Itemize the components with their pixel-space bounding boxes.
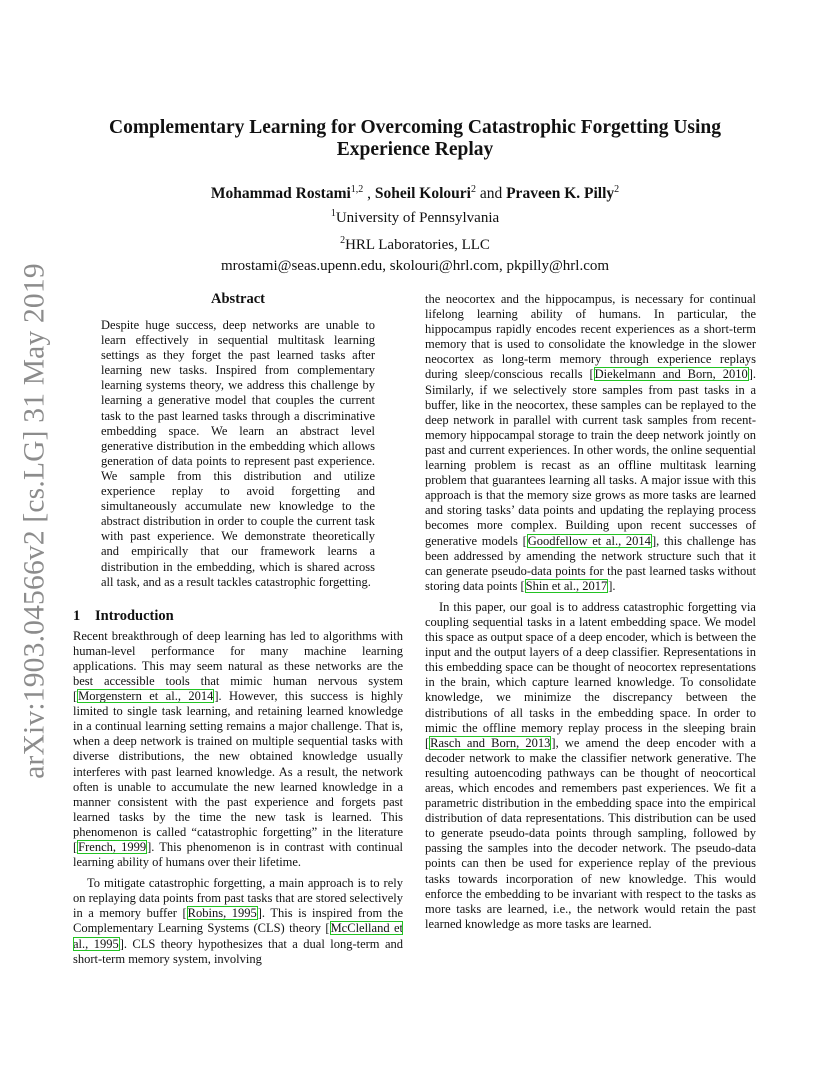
affiliation-line (90, 230, 740, 257)
affiliation-name: HRL Laboratories, LLC (345, 236, 490, 253)
paragraph-text: ]. This is inspired from the Complementary Learning Systems (CLS) theory [ (73, 906, 403, 936)
citation-link[interactable]: Shin et al., 2017 (525, 578, 608, 593)
citation-link[interactable]: McClelland et al., 1995 (73, 921, 403, 951)
affiliation-name: University of Pennsylvania (335, 210, 500, 226)
paragraph-text: Recent breakthrough of deep learning has led to algorithms with human-level performance for many machine learning applications. This may seem natural as these networks are the best accessible tools that mimic human nervous system [ (73, 628, 403, 704)
right-column (425, 292, 756, 932)
affiliation-mark: 1 (330, 208, 336, 219)
author-list (90, 180, 740, 204)
affiliation-line (90, 203, 740, 230)
author-name: Soheil Kolouri (374, 185, 471, 203)
paragraph-text: ], this challenge has been addressed by amending the network structure such that it can generate pseudo-data points for the past learned tasks without storing data points [ (425, 533, 756, 593)
citation-link[interactable]: Diekelmann and Born, 2010 (594, 367, 748, 382)
section-title: Introduction (95, 607, 174, 624)
paragraph-text: ]. This phenomenon is in contrast with continual learning ability of humans over their lifetime. (73, 840, 403, 870)
author-affiliation-mark: 2 (470, 184, 476, 195)
citation-link[interactable]: French, 1999 (78, 840, 147, 854)
section-heading-introduction (73, 607, 403, 625)
paragraph-text: ], we amend the deep encoder with a decoder network to make the classifier network generative. The resulting autoencoding pathways can be thought of neocortical areas, which encodes and remembers past experiences. We fit a parametric distribution in the embedding space into the empirical distribution of data representations. This distribution can be used to generate pseudo-data points through sampling, followed by passing the samples into the decoder network. The pseudo-data points can then be used for experience replay of the previous tasks towards incorporation of new knowledge. This would enforce the embedding to be invariant with respect to the tasks as more tasks are learned, i.e., the network would retain the past learned knowledge as more tasks are learned. (425, 735, 756, 931)
paragraph-text: ]. (608, 578, 616, 593)
citation-link[interactable]: Morgenstern et al., 2014 (78, 689, 214, 704)
section-number: 1 (73, 607, 81, 624)
paragraph-text: ]. However, this success is highly limited to single task learning, and retaining learned knowledge in a continual learning setting remains a major challenge. That is, when a deep network is trained on multiple sequential tasks with diverse distributions, the new obtained knowledge usually interferes with past learned knowledge. As a result, the network often is unable to accumulate the new learned knowledge in a manner consistent with the past experience and forgets past learned tasks by the time the new task is learned. This phenomenon is called “catastrophic forgetting” in the literature [ (73, 689, 403, 854)
affiliation-mark: 2 (340, 234, 346, 246)
citation-link[interactable]: Rasch and Born, 2013 (430, 735, 551, 750)
intro-paragraph-2-continued (425, 292, 756, 594)
paragraph-text: ]. Similarly, if we selectively store samples from past tasks in a buffer, like in the neocortex, these samples can be replayed to the deep network in parallel with current task samples from recent-memory hippocampal storage to train the deep network jointly on past and current experiences. In other words, the online sequential learning problem is recast as an offline multitask learning problem that guarantees learning all tasks. A major issue with this approach is that the memory size grows as more tasks are learned and storing tasks’ data points and updating the replaying process becomes more complex. Building upon recent successes of generative models [ (425, 367, 756, 548)
abstract-heading: Abstract (211, 291, 265, 307)
paper-title (90, 117, 740, 161)
affiliations (90, 203, 740, 278)
author-emails: mrostami@seas.upenn.edu, skolouri@hrl.com, pkpilly@hrl.com (220, 258, 610, 274)
abstract-text: Despite huge success, deep networks are unable to learn effectively in sequential multitask learning settings as they forget the past learned tasks after learning new tasks. Inspired from complementary learning systems theory, we address this challenge by learning a generative model that couples the current task to the past learned tasks through a discriminative embedding space. We learn an abstract level generative distribution in the embedding which allows generation of data points to represent past experience. We sample from this distribution and utilize experience replay to avoid forgetting and simultaneously accumulate new knowledge to the abstract distribution in order to couple the current task with past experience. We demonstrate theoretically and empirically that our framework learns a distribution in the embedding, which is shared across all task, and as a result tackles catastrophic forgetting. (101, 318, 375, 589)
arxiv-identifier-stamp: arXiv:1903.04566v2 [cs.LG] 31 May 2019 (18, 263, 51, 779)
paragraph-text: ]. CLS theory hypothesizes that a dual long-term and short-term memory system, involving (73, 936, 403, 966)
author-affiliation-mark: 2 (614, 184, 620, 195)
citation-link[interactable]: Robins, 1995 (187, 906, 257, 921)
author-name: Mohammad Rostami (210, 185, 351, 203)
author-name: Praveen K. Pilly (506, 185, 615, 203)
intro-paragraph-1 (73, 629, 403, 871)
author-affiliation-mark: 1,2 (350, 184, 364, 195)
paragraph-text: To mitigate catastrophic forgetting, a main approach is to rely on replaying data points from past tasks that are stored selectively in a memory buffer [ (73, 876, 403, 921)
paragraph-text: In this paper, our goal is to address catastrophic forgetting via coupling sequential tasks in a latent embedding space. We model this space as output space of a deep encoder, which is between the input and the output layers of a deep classifier. Representations in this embedding space can be thought of neocortex representations in the brain, which capture learned knowledge. To consolidate knowledge, we minimize the discrepancy between the distributions of all tasks in the embedding space. In order to mimic the offline memory replay process in the sleeping brain [ (425, 599, 756, 750)
author-separator: and (475, 185, 507, 203)
title-line-2: Experience Replay (336, 139, 494, 160)
intro-paragraph-3 (425, 600, 756, 932)
citation-link[interactable]: Goodfellow et al., 2014 (527, 533, 651, 548)
paragraph-text: the neocortex and the hippocampus, is necessary for continual lifelong learning ability of humans. In particular, the hippocampus rapidly encodes recent experiences as a short-term memory that is used to consolidate the knowledge in the slower neocortex as long-term memory through experience replays during sleep/conscious recalls [ (425, 292, 756, 382)
intro-paragraph-2 (73, 876, 403, 967)
title-line-1: Complementary Learning for Overcoming Catastrophic Forgetting Using (108, 117, 722, 138)
left-column (73, 290, 403, 967)
author-separator: , (363, 185, 375, 203)
